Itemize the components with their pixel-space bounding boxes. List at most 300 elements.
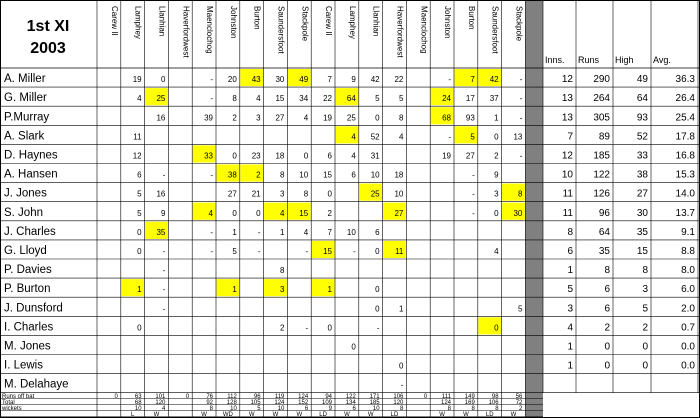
score-cell: 25 <box>156 94 166 104</box>
score-cell: 5 <box>517 304 523 314</box>
score-cell: - <box>472 170 475 180</box>
stat-cell: 5 <box>567 284 573 296</box>
score-cell: - <box>210 94 213 104</box>
score-cell: 0 <box>303 151 309 161</box>
score-cell: 3 <box>494 189 499 199</box>
footer-cell: 149 <box>464 393 475 400</box>
score-cell: 52 <box>370 132 380 142</box>
footer-cell: 10 <box>277 405 285 412</box>
result-cell: LD <box>485 411 494 418</box>
score-cell: 42 <box>489 75 499 85</box>
score-cell: 6 <box>137 170 142 180</box>
score-cell: - <box>162 170 166 180</box>
score-cell: 8 <box>279 266 285 276</box>
score-cell: 21 <box>251 189 261 199</box>
opponent-header: Llanhian <box>371 6 381 37</box>
player-name: M. Delahaye <box>4 378 69 391</box>
score-cell: 4 <box>351 151 356 161</box>
score-cell: 4 <box>137 94 142 104</box>
footer-cell: 68 <box>134 399 142 406</box>
score-cell: 30 <box>513 208 523 218</box>
result-cell: W <box>463 411 469 418</box>
opponent-header: Carew II <box>109 6 119 36</box>
footer-label: Total <box>2 399 15 406</box>
score-cell: 17 <box>465 94 475 104</box>
score-cell: 1 <box>327 285 332 295</box>
player-name: J. Dunsford <box>4 302 63 315</box>
score-cell: - <box>257 227 261 237</box>
score-cell: - <box>519 75 523 85</box>
result-cell: W <box>296 411 303 418</box>
footer-cell: 134 <box>345 399 356 406</box>
score-cell: - <box>519 113 523 123</box>
score-cell: 5 <box>137 189 142 199</box>
score-cell: 0 <box>327 189 332 199</box>
opponent-header: Johnston <box>443 6 453 39</box>
score-cell: 25 <box>370 189 380 199</box>
score-cell: 49 <box>299 75 309 85</box>
footer-cell: 119 <box>274 393 285 400</box>
score-cell: 4 <box>279 208 285 218</box>
footer-cell: 106 <box>488 399 499 406</box>
score-cell: 39 <box>204 113 213 123</box>
result-cell: W <box>344 411 350 418</box>
footer-cell: 92 <box>206 399 213 406</box>
player-name: J. Charles <box>4 225 56 238</box>
score-cell: 0 <box>137 227 142 237</box>
score-cell: 42 <box>370 75 380 85</box>
score-cell: 12 <box>132 151 142 161</box>
player-name: A. Slark <box>4 130 45 143</box>
footer-cell: 10 <box>230 405 237 412</box>
stat-cell: 1 <box>567 341 573 353</box>
score-cell: 0 <box>375 247 380 256</box>
stat-cell: 15 <box>636 246 648 257</box>
footer-cell: 94 <box>325 393 332 400</box>
stat-cell: 0 <box>642 341 648 353</box>
stat-header: Runs <box>578 55 600 65</box>
footer-cell: 10 <box>134 405 142 412</box>
footer-cell: 120 <box>155 399 166 406</box>
footer-cell: 96 <box>253 393 261 400</box>
score-cell: 34 <box>299 94 309 104</box>
stat-cell: 0 <box>604 341 610 353</box>
score-cell: 0 <box>494 132 499 142</box>
stat-header: Avg. <box>653 55 671 65</box>
score-cell: 33 <box>204 151 213 161</box>
score-cell: 2 <box>327 208 332 218</box>
score-cell: 16 <box>156 113 166 123</box>
stat-cell: 0 <box>604 360 610 372</box>
player-name: M. Jones <box>4 340 51 353</box>
score-cell: - <box>210 247 213 256</box>
stat-cell: 9.1 <box>681 226 695 238</box>
score-cell: 27 <box>394 208 404 218</box>
stat-cell: 89 <box>598 131 610 143</box>
score-cell: 0 <box>232 151 237 161</box>
footer-cell: 111 <box>441 393 451 400</box>
footer-cell: 10 <box>372 405 380 412</box>
score-cell: 6 <box>351 170 356 180</box>
stat-cell: 3 <box>567 303 573 315</box>
footer-cell: 128 <box>226 399 237 406</box>
opponent-header: Maenclochog <box>419 6 429 54</box>
score-cell: 30 <box>275 75 285 85</box>
stat-cell: 49 <box>636 74 648 86</box>
score-cell: 9 <box>351 75 356 85</box>
player-name: J. Jones <box>4 187 47 200</box>
score-cell: 0 <box>137 247 142 256</box>
player-name: P. Burton <box>4 283 51 296</box>
score-cell: - <box>519 94 523 104</box>
stat-cell: 6 <box>604 303 610 315</box>
sheet-title: 1st XI <box>26 18 70 35</box>
score-cell: 38 <box>227 170 237 180</box>
score-cell: 0 <box>137 323 142 333</box>
score-cell: 3 <box>256 113 261 123</box>
footer-cell: 124 <box>440 399 451 406</box>
result-cell: W <box>248 411 255 418</box>
opponent-header: Johnston <box>228 6 238 39</box>
stat-header: Inns. <box>545 55 565 65</box>
score-cell: 24 <box>442 94 451 104</box>
footer-cell: 63 <box>134 393 142 400</box>
result-cell: LD <box>390 411 399 418</box>
score-cell: 19 <box>323 113 332 123</box>
stat-cell: 290 <box>593 74 610 86</box>
score-cell: 9 <box>494 170 499 180</box>
stat-cell: 8.0 <box>681 265 695 277</box>
score-cell: 2 <box>494 151 499 161</box>
score-cell: 4 <box>303 227 309 237</box>
score-cell: 5 <box>232 247 237 256</box>
stat-cell: 96 <box>598 207 610 219</box>
score-cell: 15 <box>275 94 285 104</box>
footer-cell: 109 <box>321 399 332 406</box>
footer-cell: 152 <box>298 399 309 406</box>
player-name: I. Charles <box>4 321 54 334</box>
score-cell: 1 <box>137 285 142 295</box>
stat-cell: 8 <box>604 265 610 277</box>
score-cell: 0 <box>327 323 332 333</box>
stat-cell: 15.3 <box>675 169 695 181</box>
stat-cell: 13.7 <box>675 207 695 219</box>
footer-label: Runs off bat <box>2 393 35 400</box>
player-name: A. Hansen <box>4 168 58 181</box>
score-cell: 10 <box>346 227 356 237</box>
stat-cell: 185 <box>593 150 610 162</box>
score-cell: 19 <box>442 151 451 161</box>
score-cell: 4 <box>398 132 404 142</box>
score-cell: 27 <box>275 113 285 123</box>
stat-cell: 2.0 <box>681 303 695 315</box>
score-cell: 27 <box>465 151 475 161</box>
stat-cell: 5 <box>642 303 648 315</box>
footer-cell: 124 <box>298 393 309 400</box>
stat-cell: 27 <box>636 188 648 200</box>
stat-cell: 14.0 <box>675 188 695 200</box>
result-cell: LD <box>319 411 327 418</box>
opponent-header: Llanhian <box>157 6 167 37</box>
footer-cell: 56 <box>515 393 523 400</box>
player-name: P. Davies <box>4 264 52 277</box>
stat-cell: 16.8 <box>675 150 695 162</box>
stat-cell: 3 <box>642 284 648 296</box>
stat-cell: 0.7 <box>681 322 695 334</box>
score-cell: - <box>257 247 261 256</box>
stat-cell: 11 <box>562 207 573 219</box>
score-cell: 4 <box>351 132 356 142</box>
score-cell: 1 <box>279 227 285 237</box>
score-cell: 0 <box>375 113 380 123</box>
score-cell: - <box>210 75 213 85</box>
score-cell: - <box>162 266 166 276</box>
score-cell: 0 <box>375 285 380 295</box>
footer-cell: 8 <box>495 405 499 412</box>
opponent-header: Lamphey <box>347 6 357 39</box>
footer-cell: 0 <box>423 393 428 400</box>
footer-cell: 120 <box>393 399 404 406</box>
result-cell: W <box>439 411 445 418</box>
score-cell: - <box>448 132 451 142</box>
score-cell: 1 <box>494 113 499 123</box>
stat-cell: 17.8 <box>675 131 695 143</box>
stat-cell: 64 <box>636 93 648 105</box>
score-cell: - <box>162 304 166 314</box>
stat-cell: 36.3 <box>675 74 695 86</box>
score-cell: 43 <box>251 75 261 85</box>
score-cell: 0 <box>494 323 499 333</box>
score-cell: 35 <box>156 227 166 237</box>
score-cell: - <box>162 285 166 295</box>
score-cell: - <box>305 323 309 333</box>
stat-cell: 8.8 <box>681 246 695 257</box>
opponent-header: Haverfordwest <box>395 6 405 58</box>
stat-cell: 1 <box>567 265 573 277</box>
score-cell: 11 <box>395 247 404 256</box>
score-cell: 5 <box>470 132 475 142</box>
score-cell: 0 <box>256 208 261 218</box>
score-cell: 8 <box>232 94 237 104</box>
score-cell: 10 <box>394 189 404 199</box>
score-cell: 10 <box>299 170 309 180</box>
stat-cell: 2 <box>642 322 648 334</box>
score-cell: 7 <box>327 227 332 237</box>
stat-cell: 38 <box>636 169 648 181</box>
score-cell: 6 <box>327 151 332 161</box>
score-cell: 18 <box>394 170 404 180</box>
score-cell: 11 <box>133 132 142 142</box>
score-cell: 20 <box>227 75 237 85</box>
score-cell: 27 <box>227 189 237 199</box>
stat-cell: 64 <box>598 226 610 238</box>
score-cell: 0 <box>398 361 404 371</box>
score-cell: - <box>210 227 213 237</box>
score-cell: 5 <box>375 94 380 104</box>
stat-cell: 13 <box>561 112 573 124</box>
stat-cell: 0.0 <box>681 341 695 353</box>
score-cell: - <box>210 170 213 180</box>
stat-cell: 6 <box>567 246 573 257</box>
score-cell: 1 <box>232 285 237 295</box>
score-cell: 7 <box>470 75 475 85</box>
stat-cell: 1 <box>567 360 573 372</box>
score-cell: 15 <box>299 208 309 218</box>
footer-cell: 0 <box>185 393 190 400</box>
opponent-header: Saundersfoot <box>276 6 286 54</box>
opponent-header: Haverfordwest <box>181 6 191 58</box>
opponent-header: Burton <box>466 6 476 30</box>
score-cell: 1 <box>232 227 237 237</box>
footer-cell: 105 <box>250 399 261 406</box>
opponent-header: Burton <box>252 6 262 30</box>
footer-cell: 122 <box>345 393 356 400</box>
footer-cell: 8 <box>447 405 451 412</box>
score-cell: 2 <box>232 113 237 123</box>
score-cell: 23 <box>251 151 261 161</box>
footer-label: wickets <box>2 405 22 412</box>
score-cell: 22 <box>323 94 332 104</box>
footer-cell: 2 <box>519 405 523 412</box>
score-cell: 31 <box>370 151 380 161</box>
footer-cell: 112 <box>227 393 237 400</box>
score-cell: 0 <box>494 208 499 218</box>
footer-cell: 8 <box>209 405 213 412</box>
footer-cell: 72 <box>515 399 523 406</box>
score-cell: 4 <box>303 113 309 123</box>
score-cell: 9 <box>160 208 166 218</box>
stat-cell: 93 <box>636 112 648 124</box>
footer-cell: 4 <box>162 405 166 412</box>
score-cell: 8 <box>279 170 285 180</box>
score-cell: 5 <box>398 94 404 104</box>
player-name: P.Murray <box>4 111 50 124</box>
opponent-header: Lamphey <box>133 6 143 39</box>
stat-cell: 13 <box>561 93 573 105</box>
footer-cell: 8 <box>400 405 404 412</box>
footer-cell: 185 <box>369 399 380 406</box>
stat-cell: 7 <box>567 131 573 143</box>
score-cell: 6 <box>375 227 380 237</box>
footer-cell: 106 <box>393 393 404 400</box>
score-cell: 0 <box>160 75 166 85</box>
result-cell: W <box>153 411 160 418</box>
score-cell: - <box>400 380 404 390</box>
stat-cell: 6.0 <box>681 284 695 296</box>
footer-cell: 0 <box>114 393 118 400</box>
separator-bar <box>525 1 543 418</box>
score-cell: 0 <box>351 342 356 352</box>
score-cell: 7 <box>327 75 332 85</box>
score-cell: - <box>376 323 380 333</box>
score-cell: 15 <box>323 170 332 180</box>
opponent-header: Stackpole <box>300 6 310 42</box>
score-cell: - <box>519 151 523 161</box>
result-cell: L <box>131 411 135 418</box>
score-cell: 8 <box>517 189 523 199</box>
score-cell: 8 <box>303 189 309 199</box>
footer-cell: 169 <box>464 399 475 406</box>
stat-cell: 126 <box>593 188 610 200</box>
stat-cell: 33 <box>636 150 648 162</box>
stat-cell: 0.0 <box>681 360 695 372</box>
score-cell: 4 <box>208 208 213 218</box>
stat-cell: 6 <box>604 284 610 296</box>
stat-cell: 52 <box>636 131 648 143</box>
score-cell: 4 <box>256 94 261 104</box>
player-name: I. Lewis <box>4 359 43 372</box>
footer-cell: 101 <box>155 393 166 400</box>
score-cell: 3 <box>279 189 285 199</box>
score-cell: - <box>472 189 475 199</box>
footer-cell: 171 <box>369 393 380 400</box>
score-cell: 18 <box>275 151 285 161</box>
stat-cell: 12 <box>561 150 573 162</box>
stat-cell: 8 <box>642 265 648 277</box>
result-cell: W <box>510 411 517 418</box>
stat-cell: 30 <box>636 207 648 219</box>
score-cell: 25 <box>346 113 356 123</box>
score-cell: 2 <box>256 170 261 180</box>
stat-cell: 35 <box>636 226 648 238</box>
stat-cell: 35 <box>598 246 610 257</box>
result-cell: W <box>272 411 279 418</box>
opponent-header: Saundersfoot <box>490 6 500 54</box>
result-cell: WD <box>222 411 233 418</box>
footer-cell: 9 <box>328 405 332 412</box>
stat-header: High <box>615 55 634 65</box>
player-name: S. John <box>4 206 43 219</box>
score-cell: 13 <box>513 132 523 142</box>
stat-cell: 305 <box>593 112 610 124</box>
score-cell: 19 <box>132 75 142 85</box>
score-cell: - <box>305 247 309 256</box>
stat-cell: 12 <box>561 74 573 86</box>
score-cell: 0 <box>232 208 237 218</box>
stat-cell: 0 <box>642 360 648 372</box>
footer-cell: 6 <box>304 405 309 412</box>
score-cell: 5 <box>137 208 142 218</box>
stat-cell: 122 <box>593 169 610 181</box>
stat-cell: 2 <box>604 322 610 334</box>
score-cell: 3 <box>279 285 285 295</box>
player-name: A. Miller <box>4 73 46 86</box>
stat-cell: 8 <box>567 226 573 238</box>
footer-cell: 76 <box>206 393 213 400</box>
footer-cell: 98 <box>491 393 499 400</box>
stat-cell: 11 <box>562 188 573 200</box>
score-cell: 64 <box>346 94 356 104</box>
score-cell: - <box>162 247 166 256</box>
result-cell: W <box>201 411 207 418</box>
player-name: D. Haynes <box>4 149 58 162</box>
sheet-year: 2003 <box>30 40 66 57</box>
score-cell: 22 <box>394 75 404 85</box>
stat-cell: 4 <box>567 322 573 334</box>
score-cell: 4 <box>494 247 499 256</box>
score-cell: 1 <box>398 304 404 314</box>
score-cell: 93 <box>465 113 475 123</box>
score-cell: 37 <box>489 94 499 104</box>
score-cell: - <box>353 247 356 256</box>
score-cell: 0 <box>375 304 380 314</box>
opponent-header: Stackpole <box>514 6 524 42</box>
opponent-header: Carew II <box>324 6 334 36</box>
footer-cell: 124 <box>274 399 285 406</box>
score-cell: 8 <box>398 113 404 123</box>
score-cell: 16 <box>156 189 166 199</box>
footer-cell: 5 <box>257 405 261 412</box>
